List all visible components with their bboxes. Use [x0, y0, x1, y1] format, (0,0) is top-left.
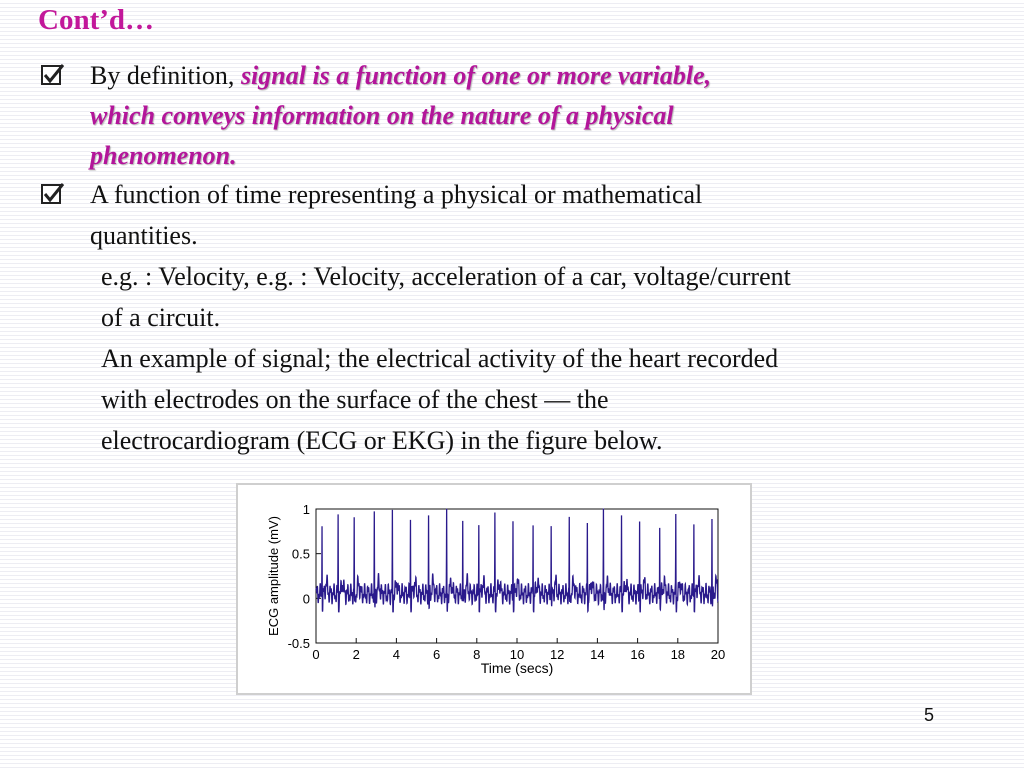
x-tick-label: 14	[590, 647, 605, 662]
checkbox-checked-icon	[40, 181, 66, 207]
y-axis-label: ECG amplitude (mV)	[266, 516, 281, 636]
y-tick-label: 0.5	[291, 546, 310, 562]
ecg-figure	[236, 483, 752, 695]
x-tick-label: 8	[473, 647, 481, 662]
example-line-2: of a circuit.	[101, 303, 221, 332]
x-tick-label: 0	[312, 647, 320, 662]
y-tick-label: -0.5	[287, 636, 310, 651]
bullet-1-line-1	[90, 56, 711, 96]
bullet-1-highlight-2: which conveys information on the nature of a physical	[90, 101, 674, 130]
x-tick-label: 4	[392, 647, 401, 662]
example-line-5: electrocardiogram (ECG or EKG) in the figure below.	[101, 426, 663, 455]
x-tick-label: 16	[630, 647, 645, 662]
bullet-1-highlight-1: signal is a function of one or more variable,	[240, 61, 712, 90]
bullet-1-highlight-3: phenomenon.	[90, 141, 237, 170]
y-tick-label: 0	[302, 591, 310, 607]
bullet-2-line-2: quantities.	[90, 221, 198, 250]
bullet-1-prefix: By definition,	[90, 61, 241, 90]
bullet-2-line-1: A function of time representing a physical or mathematical	[90, 180, 703, 209]
x-tick-label: 18	[670, 647, 686, 662]
ecg-chart	[238, 485, 750, 693]
y-tick-label: 1	[302, 502, 310, 517]
example-line-4: with electrodes on the surface of the chest — the	[101, 385, 609, 414]
slide-title: Cont’d…	[38, 4, 155, 36]
x-tick-label: 2	[352, 647, 360, 662]
x-axis-label: Time (secs)	[480, 660, 554, 676]
checkbox-checked-icon	[40, 62, 66, 88]
page-number: 5	[924, 705, 935, 725]
x-tick-label: 20	[710, 647, 726, 662]
example-line-3: An example of signal; the electrical activity of the heart recorded	[101, 344, 779, 373]
example-line-1: e.g. : Velocity, e.g. : Velocity, acceleration of a car, voltage/current	[101, 262, 791, 291]
x-tick-label: 6	[432, 647, 441, 662]
x-tick-label: 10	[509, 647, 525, 662]
x-tick-label: 12	[549, 647, 565, 662]
plot-frame	[316, 509, 718, 643]
